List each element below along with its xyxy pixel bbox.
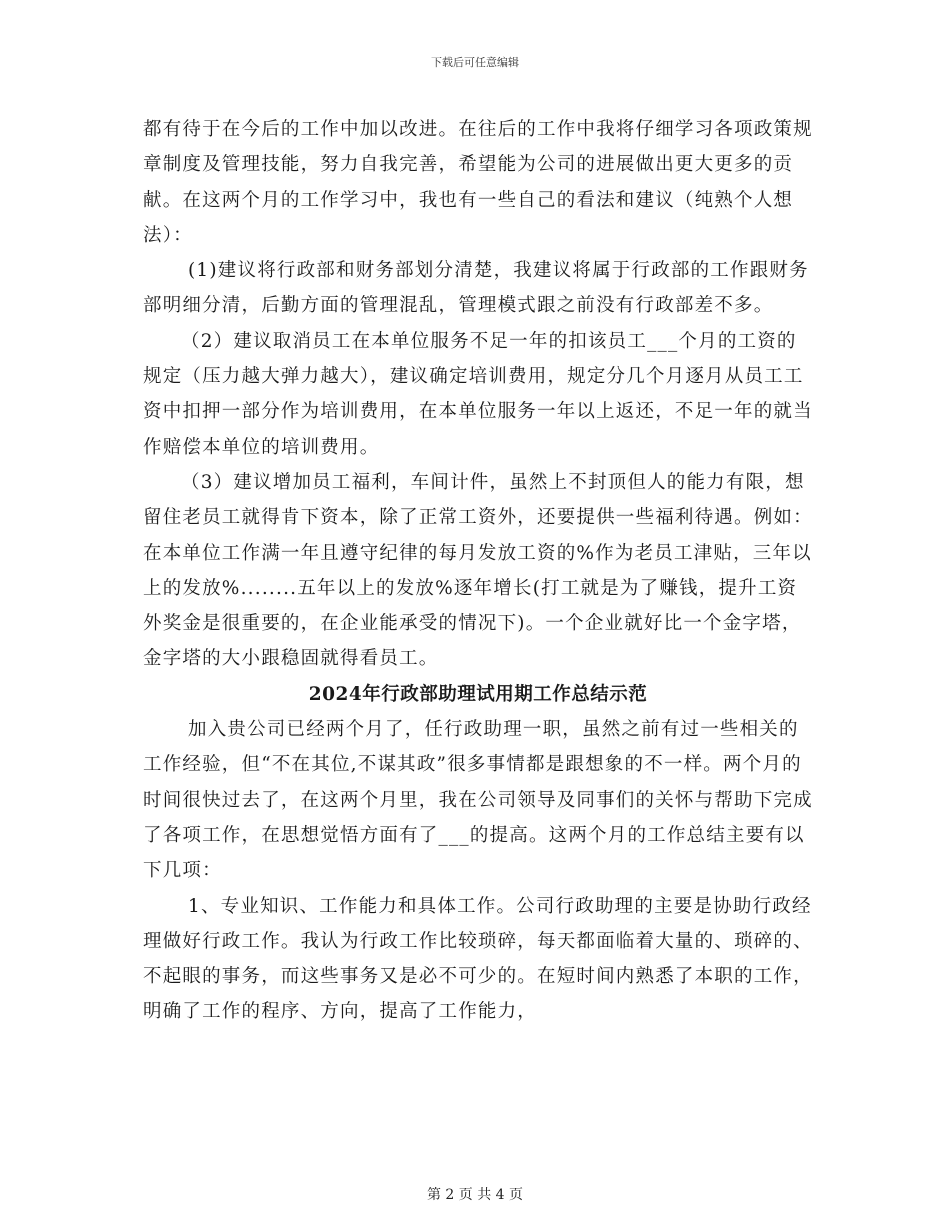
paragraph-suggestion-1: (1)建议将行政部和财务部划分清楚，我建议将属于行政部的工作跟财务部明细分清，后勤方面的管理混乱，管理模式跟之前没有行政部差不多。 [143, 260, 809, 317]
page-header-note: 下载后可任意编辑 [431, 56, 519, 69]
paragraph-continuation: 都有待于在今后的工作中加以改进。在往后的工作中我将仔细学习各项政策规章制度及管理技能，努力自我完善，希望能为公司的进展做出更大更多的贡献。在这两个月的工作学习中，我也有一些自己的看法和建议（纯熟个人想法）： [143, 119, 813, 246]
page-number: 第 2 页 共 4 页 [426, 1187, 524, 1203]
section-heading: 2024年行政部助理试用期工作总结示范 [308, 683, 648, 705]
paragraph-suggestion-3: （3）建议增加员工福利，车间计件，虽然上不封顶但人的能力有限，想留住老员工就得肯下资本，除了正常工资外，还要提供一些福利待遇。例如：在本单位工作满一年且遵守纪律的每月发放工资的%作为老员工津贴，三年以上的发放%........五年以上的发放%逐年增长(打工就是为了赚钱，提升工资外奖金是很重要的，在企业能承受的情况下)。一个企业就好比一个金字塔，金字塔的大小跟稳固就得看员工。 [143, 471, 813, 670]
document-body [143, 112, 813, 1030]
paragraph-suggestion-2: （2）建议取消员工在本单位服务不足一年的扣该员工___个月的工资的规定（压力越大弹力越大），建议确定培训费用，规定分几个月逐月从员工工资中扣押一部分作为培训费用，在本单位服务一年以上返还，不足一年的就当作赔偿本单位的培训费用。 [143, 330, 813, 458]
paragraph-item-1: 1、专业知识、工作能力和具体工作。公司行政助理的主要是协助行政经理做好行政工作。我认为行政工作比较琐碎，每天都面临着大量的、琐碎的、不起眼的事务，而这些事务又是必不可少的。在短时间内熟悉了本职的工作，明确了工作的程序、方向，提高了工作能力， [143, 895, 813, 1023]
paragraph-intro: 加入贵公司已经两个月了，任行政助理一职，虽然之前有过一些相关的工作经验，但“不在其位,不谋其政”很多事情都是跟想象的不一样。两个月的时间很快过去了，在这两个月里，我在公司领导及同事们的关怀与帮助下完成了各项工作，在思想觉悟方面有了___的提高。这两个月的工作总结主要有以下几项： [143, 719, 813, 882]
